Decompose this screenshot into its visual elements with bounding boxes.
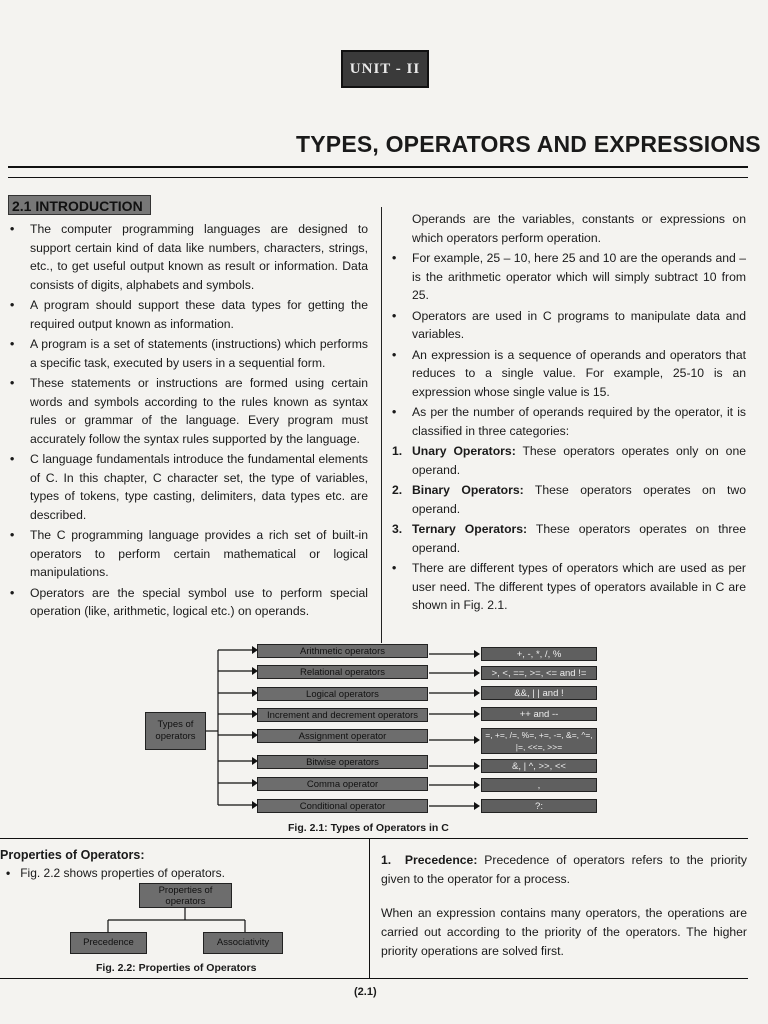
list-item: 3. Ternary Operators: These operators operates on three operand. (392, 522, 746, 555)
list-item: • The C programming language provides a rich set of built-in operators to perform certain mathematical or logical manipulations. (10, 528, 368, 579)
diagram-category: Arithmetic operators (257, 644, 428, 658)
diagram-child-associativity: Associativity (203, 932, 283, 954)
diagram-symbols: &, | ^, >>, << (481, 759, 597, 773)
diagram-symbols: , (481, 778, 597, 792)
diagram-root-types: Types of operators (145, 712, 206, 750)
list-item: • C language fundamentals introduce the fundamental elements of C. In this chapter, C character set, the type of variables, types of tokens, type casting, delimiters, data types etc. are described. (10, 452, 368, 522)
diagram-category: Assignment operator (257, 729, 428, 743)
figure-caption: Fig. 2.1: Types of Operators in C (288, 822, 449, 834)
figure-caption: Fig. 2.2: Properties of Operators (96, 962, 257, 974)
list-item: • As per the number of operands required by the operator, it is classified in three categories: (392, 405, 746, 438)
precedence-paragraph: When an expression contains many operators, the operations are carried out according to the priority of the operators. The higher priority operations are solved first. (381, 906, 747, 958)
footer-rule (0, 978, 748, 979)
diagram-category: Conditional operator (257, 799, 428, 813)
diagram-category: Relational operators (257, 665, 428, 679)
diagram-category: Comma operator (257, 777, 428, 791)
list-item: 1. Unary Operators: These operators operates only on one operand. (392, 444, 746, 477)
list-item: • Operators are used in C programs to manipulate data and variables. (392, 308, 746, 341)
page-number: (2.1) (354, 986, 377, 998)
list-item: • A program is a set of statements (instructions) which performs a specific task, executed by users in a sequential form. (10, 337, 368, 370)
unit-label: UNIT - II (341, 50, 429, 88)
properties-bullet: • Fig. 2.2 shows properties of operators. (6, 866, 225, 880)
diagram-symbols: +, -, *, /, % (481, 647, 597, 661)
section-rule (0, 838, 748, 839)
diagram-root-properties: Properties of operators (139, 883, 232, 908)
list-item: • These statements or instructions are formed using certain words and symbols according to the rules known as syntax rules or grammar of the language. Every program must accurately follow the syntax rules supported by the language. (10, 376, 368, 446)
diagram-symbols: ?: (481, 799, 597, 813)
list-item: 2. Binary Operators: These operators operates on two operand. (392, 483, 747, 516)
section-heading: 2.1 INTRODUCTION (8, 195, 151, 215)
diagram-category: Logical operators (257, 687, 428, 701)
precedence-text: 1. Precedence: Precedence of operators refers to the priority given to the operator for a process. (381, 853, 747, 886)
diagram-symbols: &&, | | and ! (481, 686, 597, 700)
diagram-child-precedence: Precedence (70, 932, 147, 954)
properties-heading: Properties of Operators: (0, 848, 145, 862)
bottom-column-divider (369, 838, 370, 978)
diagram-category: Bitwise operators (257, 755, 428, 769)
list-item: Operands are the variables, constants or expressions on which operators perform operation. (412, 212, 746, 245)
list-item: • There are different types of operators which are used as per user need. The different types of operators available in C are shown in Fig. 2.1. (392, 561, 746, 612)
chapter-title: TYPES, OPERATORS AND EXPRESSIONS (296, 131, 761, 157)
list-item: • The computer programming languages are designed to support certain kind of data like numbers, characters, strings, etc., to get useful output known as result or information. Data consists of digits, alphabets and symbols. (10, 222, 368, 292)
list-item: • A program should support these data types for getting the required output known as information. (10, 298, 368, 331)
list-item: • Operators are the special symbol use to perform special operation (like, arithmetic, logical etc.) on operands. (10, 585, 368, 618)
diagram-category: Increment and decrement operators (257, 708, 428, 722)
diagram-symbols: =, +=, /=, %=, +=, -=, &=, ^=, |=, <<=, >>= (481, 728, 597, 754)
diagram-symbols: ++ and -- (481, 707, 597, 721)
list-item: • For example, 25 – 10, here 25 and 10 are the operands and – is the arithmetic operator which will simply subtract 10 from 25. (392, 251, 746, 302)
list-item: • An expression is a sequence of operands and operators that reduces to a single value. For example, 25-10 is an expression whose single value is 15. (392, 347, 746, 399)
diagram-symbols: >, <, ==, >=, <= and != (481, 666, 597, 680)
